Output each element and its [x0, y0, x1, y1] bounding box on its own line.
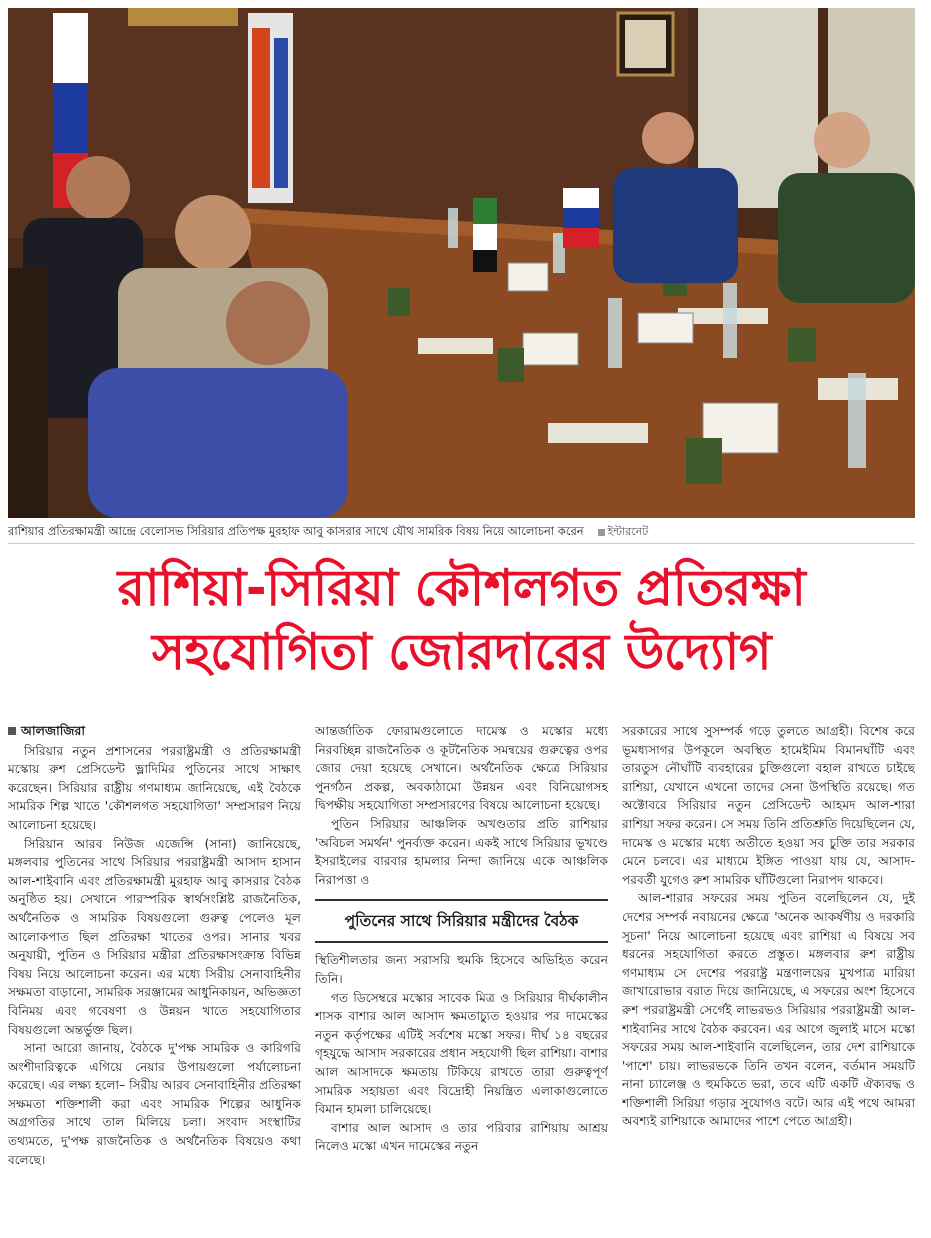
paragraph: সিরিয়ান আরব নিউজ এজেন্সি (সানা) জানিয়েছে, মঙ্গলবার পুতিনের সাথে সিরিয়ার পররাষ্ট্রমন্ত্রী আসাদ হাসান আল-শাইবানি এবং প্রতিরক্ষামন্ত্রী মুরহাফ আবু কাসরার বৈঠক অনুষ্ঠিত হয়। সেখানে পারস্পরিক স্বার্থসংশ্লিষ্ট রাজনৈতিক, অর্থনৈতিক ও সামরিক বিষয়গুলো গুরুত্ব পেলেও মূল আলোকপাত ছিল প্রতিরক্ষা খাতের ওপর। সানার খবর অনুযায়ী, পুতিন ও সিরিয়ার মন্ত্রীরা প্রতিরক্ষাসংক্রান্ত বিভিন্ন বিষয় নিয়ে আলোচনা করেন। এর মধ্যে সিরীয় সেনাবাহিনীর সক্ষমতা বাড়ানো, সামরিক সরঞ্জামের আধুনিকায়ন, অভিজ্ঞতা বিনিময় এবং গবেষণা ও উন্নয়ন খাতে সহযোগিতার বিষয়গুলো অন্তর্ভুক্ত ছিল। — [8, 836, 301, 1037]
column-3 — [622, 722, 915, 1234]
paragraph: বাশার আল আসাদ ও তার পরিবার রাশিয়ায় আশ্রয় নিলেও মস্কো এখন দামেস্কের নতুন — [315, 1120, 608, 1154]
meeting-photo-illustration — [8, 8, 915, 518]
paragraph: গত ডিসেম্বরে মস্কোর সাবেক মিত্র ও সিরিয়ার দীর্ঘকালীন শাসক বাশার আল আসাদ ক্ষমতাচ্যুত হওয়ার পর দামেস্কের নতুন কর্তৃপক্ষের এটিই সর্বশেষ মস্কো সফর। দীর্ঘ ১৪ বছরের গৃহযুদ্ধে আসাদ সরকারের প্রধান সহযোগী ছিল রাশিয়া। বাশার আল আসাদকে ক্ষমতায় টিকিয়ে রাখতে তারা গুরুত্বপূর্ণ সামরিক সহায়তা এবং বিদ্রোহী নিয়ন্ত্রিত এলাকাগুলোতে বিমান হামলা চালিয়েছে। — [315, 990, 608, 1117]
paragraph: সরকারের সাথে সুসম্পর্ক গড়ে তুলতে আগ্রহী। বিশেষ করে ভূমধ্যসাগর উপকূলে অবস্থিত হামেইমিম বিমানঘাঁটি এবং তারতুস নৌঘাঁটি ব্যবহারের চুক্তিগুলো বহাল রাখতে চাইছে রাশিয়া, যেখানে এখনো তাদের সেনা উপস্থিতি রয়েছে। গত অক্টোবরে সিরিয়ার নতুন প্রেসিডেন্ট আহমদ আল-শারা রাশিয়া সফর করেন। সে সময় তিনি প্রতিশ্রুতি দিয়েছিলেন যে, দামেস্ক ও মস্কোর মধ্যে অতীতে হওয়া সব চুক্তি তার সরকার মেনে চলবে। এর মাধ্যমে ইঙ্গিত পাওয়া যায় যে, আসাদ-পরবর্তী যুগেও রুশ সামরিক ঘাঁটিগুলো নিরাপদ থাকবে। — [622, 724, 915, 887]
photo-caption — [8, 522, 915, 544]
photo-source — [598, 523, 649, 542]
paragraph: আল-শারার সফরের সময় পুতিন বলেছিলেন যে, দুই দেশের সম্পর্ক নবায়নের ক্ষেত্রে 'অনেক আকর্ষণীয় ও দরকারি সূচনা' নিয়ে আলোচনা হয়েছে এবং রাশিয়া এ বিষয়ে সব ধরনের সহযোগিতা করতে প্রস্তুত। মঙ্গলবার রুশ রাষ্ট্রীয় গণমাধ্যম সে দেশের পররাষ্ট্র মন্ত্রণালয়ের মুখপাত্র মারিয়া জাখারোভার বরাত দিয়ে জানিয়েছে, এ সফরের অংশ হিসেবে রুশ পররাষ্ট্রমন্ত্রী সের্গেই লাভরভও সিরিয়ার পররাষ্ট্রমন্ত্রী আল-শাইবানির সাথে বৈঠক করবেন। এর আগে জুলাই মাসে মস্কো সফরের সময় আল-শাইবানি বলেছিলেন, তার দেশ রাশিয়াকে 'পাশে' চায়। লাভরভকে তিনি তখন বলেন, বর্তমান সময়টি নানা চ্যালেঞ্জ ও হুমকিতে ভরা, তবে এটি একটি ঐক্যবদ্ধ ও শক্তিশালী সিরিয়া গড়ার সুযোগও বটে। আর এই পথে আমরা অবশ্যই রাশিয়াকে আমাদের পাশে পেতে আগ্রহী। — [622, 891, 915, 1129]
meeting-photo — [8, 8, 915, 518]
subheading: পুতিনের সাথে সিরিয়ার মন্ত্রীদের বৈঠক — [315, 899, 608, 943]
byline-source: আলজাজিরা — [21, 723, 85, 738]
byline-square-icon — [8, 727, 16, 735]
caption-text: রাশিয়ার প্রতিরক্ষামন্ত্রী আন্দ্রে বেলোসভ সিরিয়ার প্রতিপক্ষ মুরহাফ আবু কাসরার সাথে যৌথ সামরিক বিষয় নিয়ে আলোচনা করেন — [8, 524, 584, 538]
headline — [8, 556, 915, 684]
column-2 — [315, 722, 608, 1234]
paragraph: সিরিয়ার নতুন প্রশাসনের পররাষ্ট্রমন্ত্রী ও প্রতিরক্ষামন্ত্রী মস্কোয় রুশ প্রেসিডেন্ট ভ্লাদিমির পুতিনের সাথে সাক্ষাৎ করেছেন। সিরিয়ার রাষ্ট্রীয় গণমাধ্যম জানিয়েছে, এই বৈঠকে সামরিক শিল্প খাতে 'কৌশলগত সহযোগিতা' সম্প্রসারণ নিয়ে আলোচনা হয়েছে। — [8, 743, 301, 832]
paragraph: পুতিন সিরিয়ার আঞ্চলিক অখণ্ডতার প্রতি রাশিয়ার 'অবিচল সমর্থন' পুনর্ব্যক্ত করেন। একই সাথে সিরিয়ার ভূখণ্ডে ইসরাইলের বারবার হামলার নিন্দা জানিয়ে একে আঞ্চলিক নিরাপত্তা ও — [315, 816, 608, 887]
article-body — [8, 722, 915, 1234]
paragraph: সানা আরো জানায়, বৈঠকে দু'পক্ষ সামরিক ও কারিগরি অংশীদারিত্বকে এগিয়ে নেয়ার উপায়গুলো পর্যালোচনা করেছে। এর লক্ষ্য হলো– সিরীয় আরব সেনাবাহিনীর প্রতিরক্ষা সক্ষমতা শক্তিশালী করা এবং সামরিক শিল্পের আধুনিক অগ্রগতির সাথে তাল মিলিয়ে চলা। সংবাদ সংস্থাটির তথ্যমতে, দু'পক্ষ রাজনৈতিক ও অর্থনৈতিক বিষয়েও কথা বলেছে। — [8, 1041, 301, 1167]
column-1 — [8, 722, 301, 1234]
headline-line-2: সহযোগিতা জোরদারের উদ্যোগ — [151, 623, 772, 681]
byline — [8, 722, 301, 741]
source-label: ইন্টারনেট — [607, 525, 649, 538]
headline-line-1: রাশিয়া-সিরিয়া কৌশলগত প্রতিরক্ষা — [117, 559, 806, 617]
paragraph: স্থিতিশীলতার জন্য সরাসরি হুমকি হিসেবে অভিহিত করেন তিনি। — [315, 953, 608, 986]
paragraph: আন্তর্জাতিক ফোরামগুলোতে দামেস্ক ও মস্কোর মধ্যে নিরবচ্ছিন্ন রাজনৈতিক ও কূটনৈতিক সমন্বয়ের গুরুত্বের ওপর জোর দেয়া হয়েছে সেখানে। অর্থনৈতিক ক্ষেত্রে সিরিয়ার পুনর্গঠন প্রকল্প, অবকাঠামো উন্নয়ন এবং বিনিয়োগসহ দ্বিপক্ষীয় সহযোগিতা সম্প্রসারণের বিষয়ে আলোচনা হয়েছে। — [315, 724, 608, 813]
source-square-icon — [598, 529, 605, 536]
